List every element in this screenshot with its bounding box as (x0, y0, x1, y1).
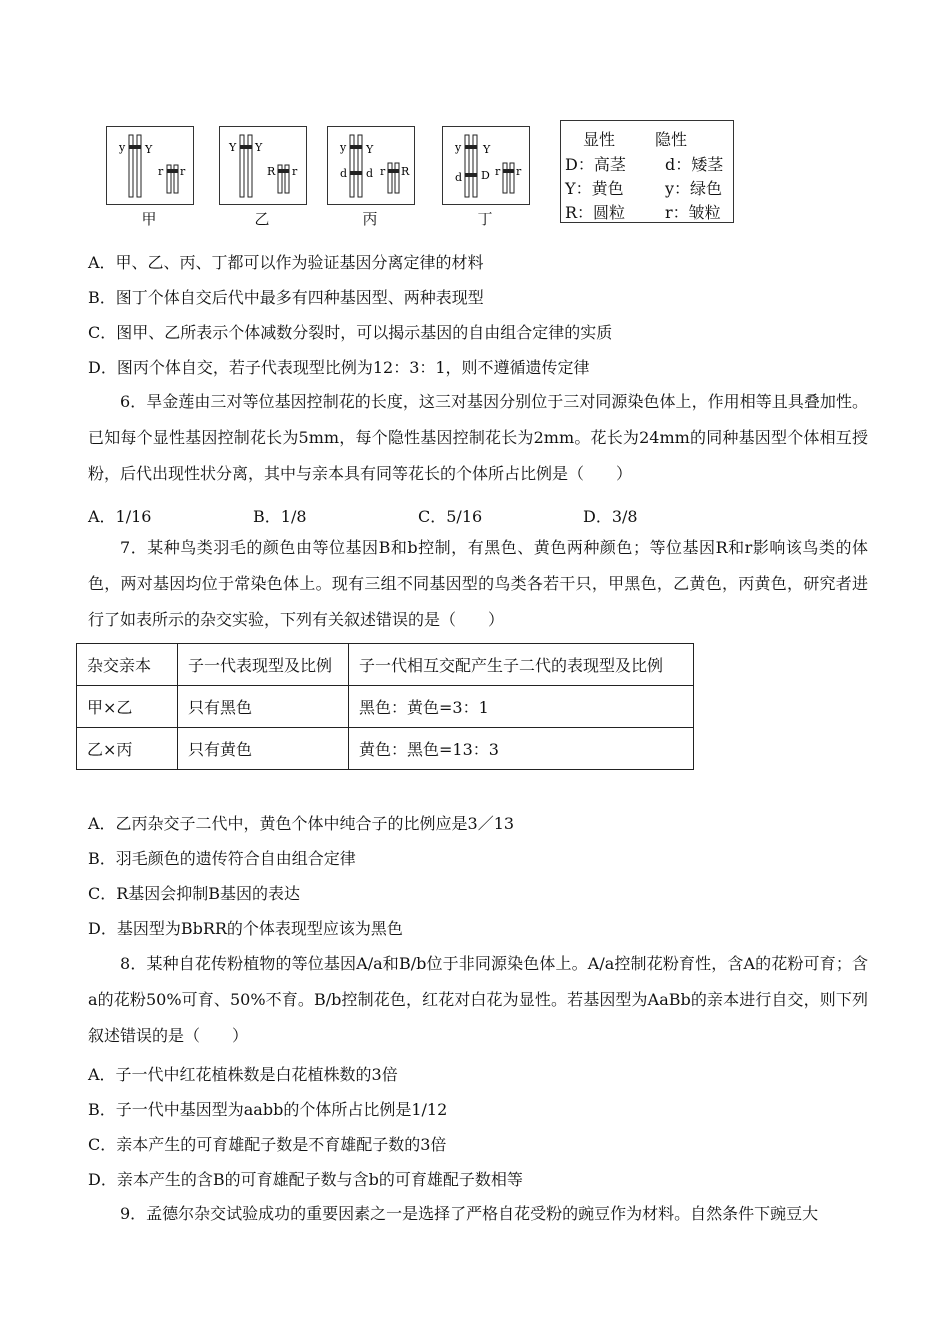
q6-option-c: C．5/16 (418, 507, 483, 526)
q7-stem: 7．某种鸟类羽毛的颜色由等位基因B和b控制，有黑色、黄色两种颜色；等位基因R和r影响该鸟类的体色，两对基因均位于常染色体上。现有三组不同基因型的鸟类各若干只，甲黑色，乙黄色，丙黄色，研究者进行了如表所示的杂交实验，下列有关叙述错误的是（ ） (88, 538, 868, 629)
allele-label: y (119, 141, 126, 154)
legend-header-dominant: 显性 (583, 130, 616, 149)
q6-stem: 6．旱金莲由三对等位基因控制花的长度，这三对基因分别位于三对同源染色体上，作用相等且具叠加性。已知每个显性基因控制花长为5mm，每个隐性基因控制花长为2mm。花长为24mm的同种基因型个体相互授粉，后代出现性状分离，其中与亲本具有同等花长的个体所占比例是（ ） (88, 392, 868, 483)
q6-option-d: D．3/8 (583, 507, 638, 526)
figure-panel-jia (106, 126, 194, 205)
cross-experiment-table (76, 643, 694, 770)
allele-label: R (401, 165, 410, 178)
table-cell: 黑色：黄色=3：1 (349, 686, 694, 728)
q8-option-d: D．亲本产生的含B的可育雄配子数与含b的可育雄配子数相等 (88, 1170, 523, 1189)
q9-stem: 9．孟德尔杂交试验成功的重要因素之一是选择了严格自花受粉的豌豆作为材料。自然条件下豌豆大 (120, 1204, 819, 1223)
allele-label: y (455, 141, 462, 154)
q6-option-a: A．1/16 (88, 507, 152, 526)
q5-option-b: B．图丁个体自交后代中最多有四种基因型、两种表现型 (88, 288, 484, 307)
q8-option-a: A．子一代中红花植株数是白花植株数的3倍 (88, 1065, 398, 1084)
q8-option-b: B．子一代中基因型为aabb的个体所占比例是1/12 (88, 1100, 448, 1119)
figure-panel-yi (219, 126, 307, 205)
panel-label-bing: 丙 (362, 210, 378, 228)
q7-option-a: A．乙丙杂交子二代中，黄色个体中纯合子的比例应是3／13 (88, 814, 515, 833)
table-cell: 黄色：黑色=13：3 (349, 728, 694, 770)
table-cell: 只有黄色 (178, 728, 349, 770)
panel-label-yi: 乙 (254, 210, 270, 228)
legend-dominant-d: D：高茎 (565, 155, 626, 174)
allele-label: Y (229, 141, 237, 154)
figure-panel-bing (327, 126, 415, 205)
allele-label: R (267, 165, 276, 178)
q7-option-b: B．羽毛颜色的遗传符合自由组合定律 (88, 849, 356, 868)
q5-option-a: A．甲、乙、丙、丁都可以作为验证基因分离定律的材料 (88, 253, 484, 272)
allele-label: Y (145, 143, 153, 156)
allele-legend (560, 120, 734, 223)
allele-label: r (292, 165, 298, 178)
table-cell: 乙×丙 (77, 728, 178, 770)
panel-label-jia: 甲 (141, 210, 157, 228)
table-cell: 只有黑色 (178, 686, 349, 728)
q8-stem: 8．某种自花传粉植物的等位基因A/a和B/b位于非同源染色体上。A/a控制花粉育性，含A的花粉可育；含a的花粉50%可育、50%不育。B/b控制花色，红花对白花为显性。若基因型为AaBb的亲本进行自交，则下列叙述错误的是（ ） (88, 954, 868, 1045)
legend-recessive-r: r：皱粒 (665, 203, 721, 222)
q7-option-c: C．R基因会抑制B基因的表达 (88, 884, 301, 903)
allele-label: d (340, 167, 348, 180)
q8-option-c: C．亲本产生的可育雄配子数是不育雄配子数的3倍 (88, 1135, 447, 1154)
q5-option-d: D．图丙个体自交，若子代表现型比例为12：3：1，则不遵循遗传定律 (88, 358, 590, 377)
legend-recessive-y: y：绿色 (665, 179, 723, 198)
allele-label: Y (483, 143, 491, 156)
legend-header-recessive: 隐性 (655, 130, 688, 149)
q6-option-b: B．1/8 (253, 507, 307, 526)
table-header-cell: 子一代表现型及比例 (178, 644, 349, 686)
allele-label: D (481, 169, 490, 182)
table-row (77, 728, 694, 770)
chromosome-diagram-bing (328, 127, 414, 204)
allele-label: d (455, 171, 463, 184)
allele-label: d (366, 167, 374, 180)
allele-label: r (495, 165, 501, 178)
panel-label-ding: 丁 (477, 210, 493, 228)
table-row (77, 686, 694, 728)
legend-recessive-d: d：矮茎 (665, 155, 724, 174)
chromosome-diagram-yi (220, 127, 306, 204)
allele-label: Y (255, 141, 263, 154)
allele-label: r (380, 165, 386, 178)
allele-label: Y (366, 143, 374, 156)
allele-label: r (516, 165, 522, 178)
q7-option-d: D．基因型为BbRR的个体表现型应该为黑色 (88, 919, 403, 938)
table-header-row (77, 644, 694, 686)
figure-panel-ding (442, 126, 530, 205)
chromosome-diagram-ding (443, 127, 529, 204)
table-header-cell: 杂交亲本 (77, 644, 178, 686)
table-header-cell: 子一代相互交配产生子二代的表现型及比例 (349, 644, 694, 686)
table-cell: 甲×乙 (77, 686, 178, 728)
allele-label: r (180, 165, 186, 178)
allele-label: y (340, 141, 347, 154)
allele-label: r (158, 165, 164, 178)
legend-dominant-r: R：圆粒 (565, 203, 626, 222)
chromosome-diagram-jia (107, 127, 193, 204)
legend-dominant-y: Y：黄色 (565, 179, 624, 198)
q5-option-c: C．图甲、乙所表示个体减数分裂时，可以揭示基因的自由组合定律的实质 (88, 323, 613, 342)
